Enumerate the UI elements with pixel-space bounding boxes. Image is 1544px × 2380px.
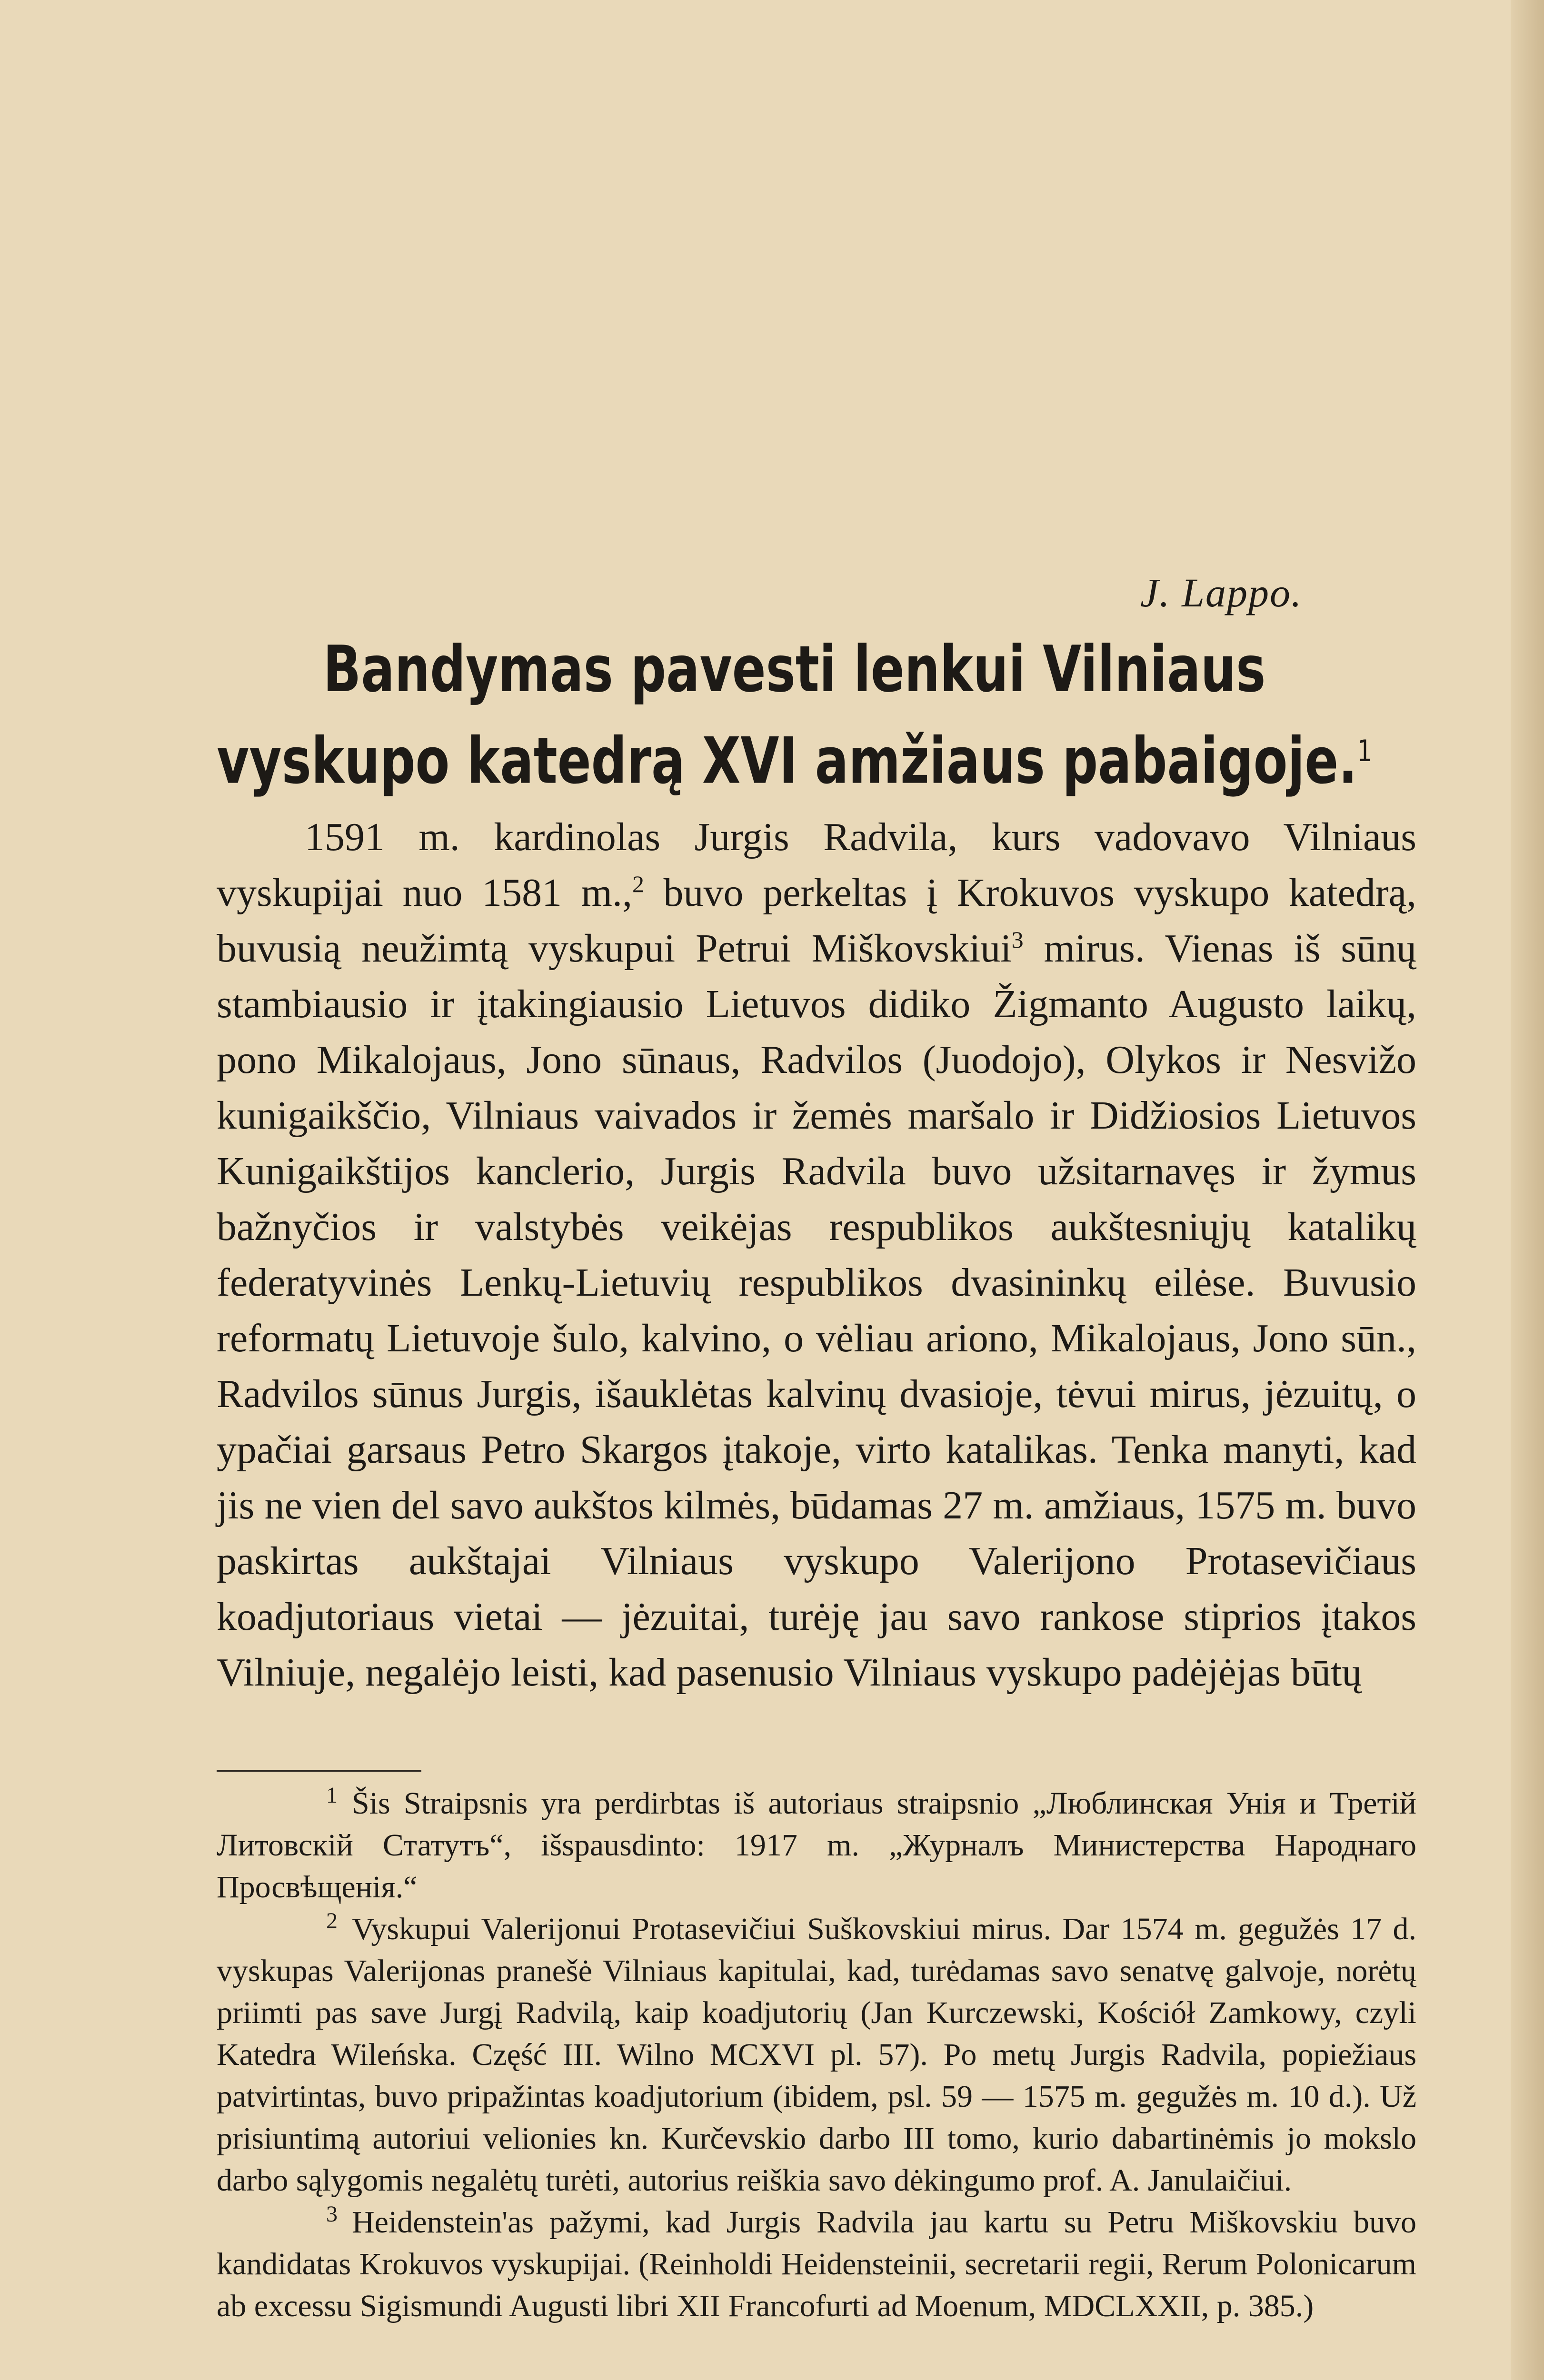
footnote-mark: 3 — [326, 2202, 338, 2227]
footnote-1 — [217, 1783, 1416, 1908]
footnote-text: Vyskupui Valerijonui Protasevičiui Suškovskiui mirus. Dar 1574 m. gegužės 17 d. vyskupas Valerijonas pranešė Vilniaus kapitulai, kad, turėdamas savo senatvę galvoje, norėtų priimti pas save Jurgį Radvilą, kaip koadjutorių (Jan Kurczewski, Kościół Zamkowy, czyli Katedra Wileńska. Część III. Wilno MCXVI pl. 57). Po metų Jurgis Radvila, popiežiaus patvirtintas, buvo pripažintas koadjutorium (ibidem, psl. 59 — 1575 m. gegužės m. 10 d.). Už prisiuntimą autoriui velionies kn. Kurčevskio darbo III tomo, kurio dabartinėmis jo mokslo darbo sąlygomis negalėtų turėti, autorius reiškia savo dėkingumo prof. A. Janulaičiui. — [217, 1912, 1416, 2198]
footnote-2 — [217, 1908, 1416, 2202]
body-paragraph — [217, 809, 1416, 1700]
footnote-divider — [217, 1770, 421, 1772]
footnote-ref-3: 3 — [1011, 926, 1024, 953]
title-line-1: Bandymas pavesti lenkui Vilniaus — [323, 632, 1266, 706]
footnote-ref-2: 2 — [632, 871, 644, 897]
body-text-part-3: mirus. Vienas iš sūnų stambiausio ir įtakingiausio Lietuvos didiko Žigmanto Augusto laikų, pono Mikalojaus, Jono sūnaus, Radvilos (Juodojo), Olykos ir Nesvižo kunigaikščio, Vilniaus vaivados ir žemės maršalo ir Didžiosios Lietuvos Kunigaikštijos kanclerio, Jurgis Radvila buvo užsitarnavęs ir žymus bažnyčios ir valstybės veikėjas respublikos aukštesniųjų katalikų federatyvinės Lenkų-Lietuvių respublikos dvasininkų eilėse. Buvusio reformatų Lietuvoje šulo, kalvino, o vėliau ariono, Mikalojaus, Jono sūn., Radvilos sūnus Jurgis, išauklėtas kalvinų dvasioje, tėvui mirus, jėzuitų, o ypačiai garsaus Petro Skargos įtakoje, virto katalikas. Tenka manyti, kad jis ne vien del savo aukštos kilmės, būdamas 27 m. amžiaus, 1575 m. buvo paskirtas aukštajai Vilniaus vyskupo Valerijono Protasevičiaus koadjutoriaus vietai — jėzuitai, turėję jau savo rankose stiprios įtakos Vilniuje, negalėjo leisti, kad pasenusio Vilniaus vyskupo padėjėjas būtų — [217, 926, 1416, 1695]
author-name: J. Lappo. — [1140, 570, 1303, 615]
footnote-mark: 2 — [326, 1908, 338, 1934]
footnote-mark: 1 — [326, 1783, 338, 1808]
body-text-part-1: 1591 m. kardinolas Jurgis Radvila, kurs vadovavo Vilniaus vyskupijai nuo 1581 m., — [217, 815, 1416, 915]
footnote-text: Heidenstein'as pažymi, kad Jurgis Radvila jau kartu su Petru Miškovskiu buvo kandidatas Krokuvos vyskupijai. (Reinholdi Heidensteinii, secretarii regii, Rerum Polonicarum ab excessu Sigismundi Augusti libri XII Francofurti ad Moenum, MDCLXXII, p. 385.) — [217, 2205, 1416, 2323]
article-title — [209, 628, 1379, 802]
body-text-part-2: buvo perkeltas į Krokuvos vyskupo katedrą, buvusią neužimtą vyskupui Petrui Miškovskiui — [217, 871, 1416, 971]
footnote-3 — [217, 2202, 1416, 2327]
footnote-text: Šis Straipsnis yra perdirbtas iš autoriaus straipsnio „Люблинская Унія и Третій Литовскій Статутъ“, išspausdinto: 1917 m. „Журналъ Министерства Народнаго Просвѣщенія.“ — [217, 1786, 1416, 1904]
page-edge — [1511, 0, 1544, 2380]
title-footnote-ref: 1 — [1357, 734, 1372, 768]
footnotes-section — [217, 1783, 1416, 2327]
title-line-2: vyskupo katedrą XVI amžiaus pabaigoje. — [217, 724, 1357, 798]
